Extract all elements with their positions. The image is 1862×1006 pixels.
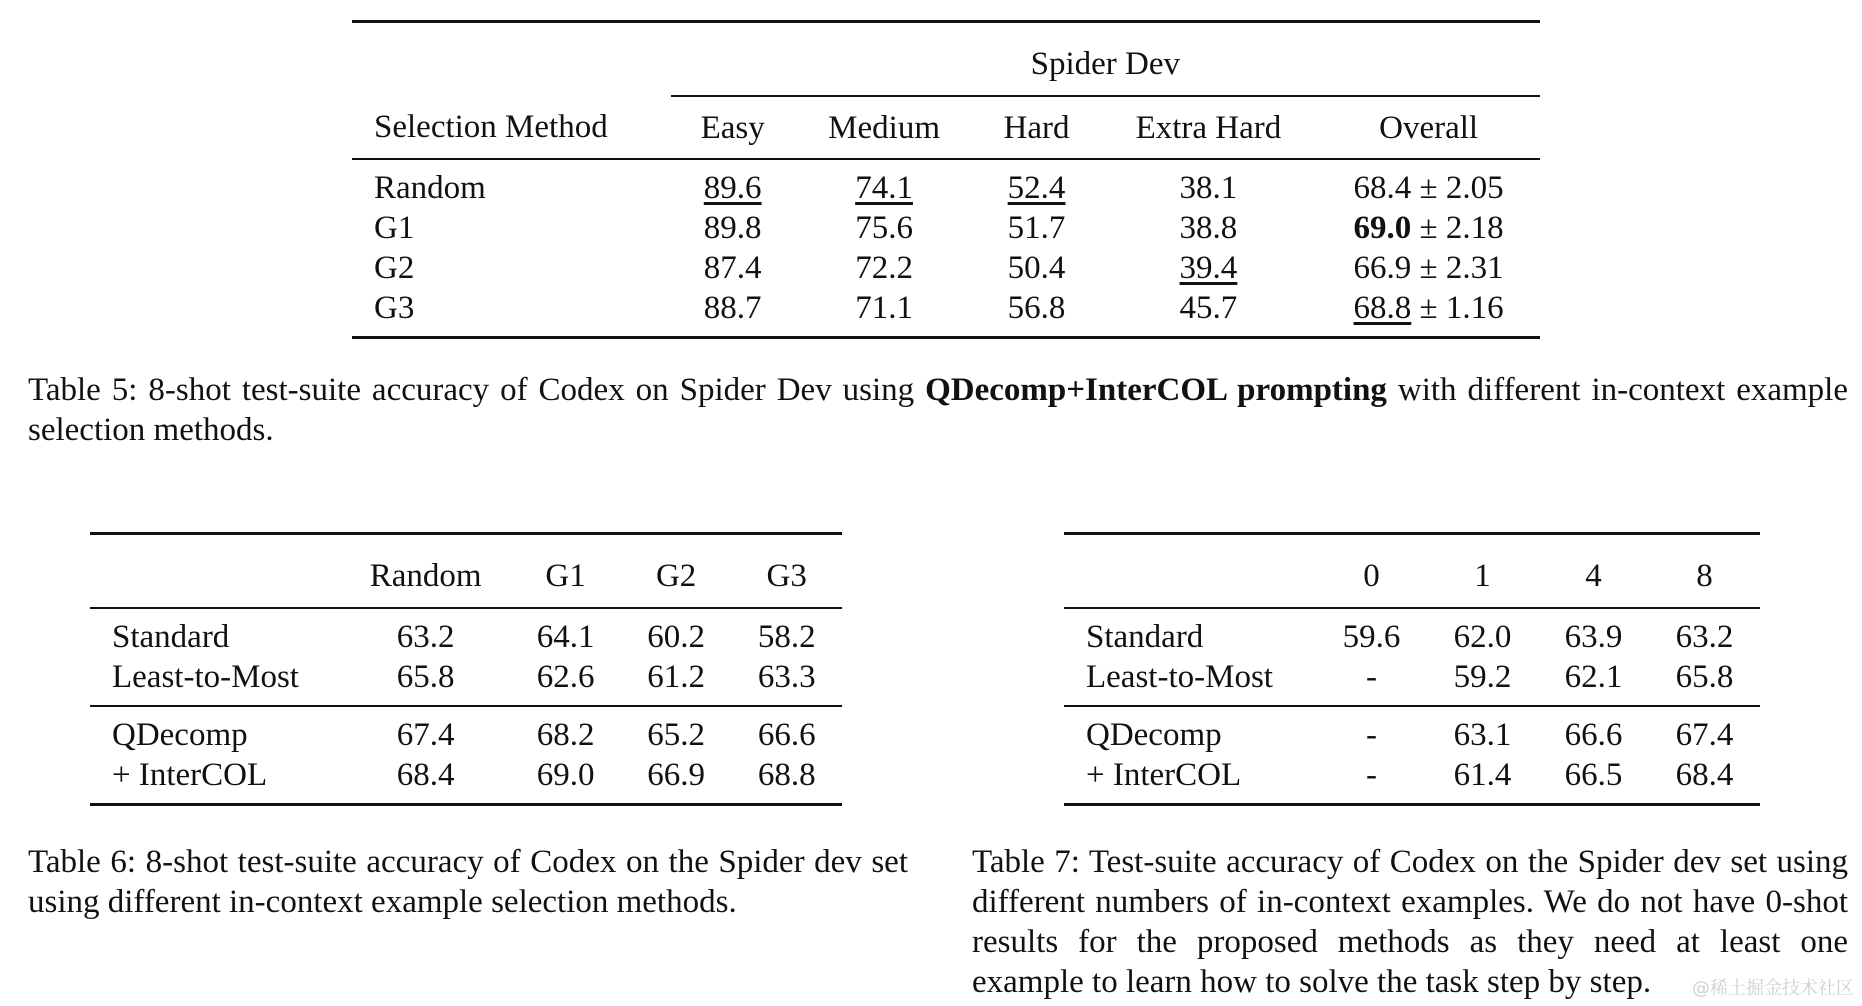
table-cell: 66.9	[647, 757, 705, 793]
table-cell: 52.4	[1007, 170, 1066, 206]
table-cell-std: ± 2.18	[1419, 210, 1504, 246]
table-cell: 89.8	[703, 210, 762, 246]
column-header: Overall	[1379, 109, 1479, 146]
table-cell: -	[1365, 659, 1377, 695]
table-cell: 63.9	[1564, 619, 1623, 655]
table-cell: 38.1	[1179, 170, 1238, 206]
table-cell: 68.2	[536, 717, 595, 753]
table-cell: 66.6	[1564, 717, 1623, 753]
column-header: Random	[369, 558, 482, 594]
table-cell: 75.6	[855, 210, 913, 246]
table-cell: 88.7	[703, 290, 762, 326]
column-header: 8	[1696, 558, 1713, 594]
table-cell: 63.1	[1453, 717, 1512, 753]
table-cell: 74.1	[855, 170, 913, 206]
table-row	[90, 657, 842, 706]
table-cell: 38.8	[1179, 210, 1238, 246]
table-cell: 68.4	[396, 757, 455, 793]
table-cell: -	[1365, 717, 1377, 753]
table-cell: 65.8	[1675, 659, 1734, 695]
table-row	[90, 608, 842, 657]
column-header: 1	[1474, 558, 1491, 594]
table-row	[1064, 706, 1760, 755]
table-cell: 89.6	[703, 170, 762, 206]
row-label: G3	[374, 290, 415, 326]
table-cell: 51.7	[1007, 210, 1066, 246]
table-cell: 62.1	[1564, 659, 1623, 695]
column-header: Medium	[828, 109, 940, 146]
table-cell: 68.4	[1353, 170, 1412, 206]
column-header: Easy	[700, 109, 765, 146]
table-cell: 61.4	[1453, 757, 1512, 793]
table-6-caption: Table 6: 8-shot test-suite accuracy of Codex on the Spider dev set using different in-context example selection methods.	[28, 844, 908, 920]
column-header	[90, 534, 341, 609]
table-cell: 60.2	[647, 619, 705, 655]
row-label: Least-to-Most	[1086, 659, 1273, 695]
table-row	[352, 248, 1540, 288]
table-cell: -	[1365, 757, 1377, 793]
table-7-caption: Table 7: Test-suite accuracy of Codex on the Spider dev set using different numbers of in-context examples. We do not have 0-shot results for the proposed methods as they need at least one example to learn how to solve the task step by step.	[972, 844, 1848, 1000]
table-6-header-row	[90, 534, 842, 609]
table-5-header-row	[352, 96, 1540, 159]
row-label: Least-to-Most	[112, 659, 299, 695]
table-cell: 65.2	[647, 717, 705, 753]
table-cell: 56.8	[1007, 290, 1066, 326]
table-cell: 87.4	[703, 250, 762, 286]
table-row	[90, 755, 842, 805]
table-cell: 50.4	[1007, 250, 1066, 286]
table-cell: 72.2	[855, 250, 913, 286]
table-cell: 63.2	[396, 619, 455, 655]
column-header: Extra Hard	[1135, 109, 1282, 146]
table-row	[1064, 608, 1760, 657]
column-header	[1064, 534, 1316, 609]
table-cell: 69.0	[1353, 210, 1412, 246]
table-cell: 62.6	[536, 659, 595, 695]
column-header: G1	[545, 558, 586, 594]
table-cell: 62.0	[1453, 619, 1512, 655]
row-label: QDecomp	[112, 717, 248, 753]
table-cell: 63.3	[757, 659, 816, 695]
table-5-caption: Table 5: 8-shot test-suite accuracy of Codex on Spider Dev using QDecomp+InterCOL prompting with different in-context example selection methods.	[28, 372, 1848, 448]
table-cell: 58.2	[757, 619, 816, 655]
table-cell: 59.2	[1453, 659, 1512, 695]
table-row	[90, 706, 842, 755]
table-cell: 45.7	[1179, 290, 1238, 326]
table-row	[352, 288, 1540, 338]
column-header: 0	[1363, 558, 1380, 594]
row-label: G1	[374, 210, 415, 246]
row-label: QDecomp	[1086, 717, 1222, 753]
table-7-header-row	[1064, 534, 1760, 609]
table-row	[352, 208, 1540, 248]
table-cell: 66.5	[1564, 757, 1623, 793]
table-row	[1064, 657, 1760, 706]
table-5-group-header: Spider Dev	[671, 22, 1540, 97]
table-6	[90, 532, 842, 806]
column-header: G3	[766, 558, 807, 594]
row-label: Random	[374, 170, 486, 206]
table-5	[352, 20, 1540, 339]
table-row	[1064, 755, 1760, 805]
row-label: Standard	[1086, 619, 1204, 655]
table-5-group-header-row	[352, 22, 1540, 97]
table-cell: 61.2	[647, 659, 705, 695]
column-header: Hard	[1003, 109, 1070, 146]
table-cell: 66.9	[1353, 250, 1412, 286]
table-cell: 68.8	[757, 757, 816, 793]
column-header: Selection Method	[374, 109, 608, 145]
table-cell: 39.4	[1179, 250, 1238, 286]
table-cell: 67.4	[1675, 717, 1734, 753]
table-cell: 66.6	[757, 717, 816, 753]
table-cell: 59.6	[1342, 619, 1401, 655]
table-cell: 65.8	[396, 659, 455, 695]
table-cell: 68.4	[1675, 757, 1734, 793]
table-cell: 64.1	[536, 619, 595, 655]
watermark: @稀土掘金技术社区	[1692, 978, 1854, 999]
table-cell: 68.8	[1353, 290, 1412, 326]
table-cell-std: ± 2.05	[1419, 170, 1504, 206]
column-header: 4	[1585, 558, 1602, 594]
table-cell-std: ± 2.31	[1419, 250, 1504, 286]
column-header: G2	[655, 558, 697, 594]
table-cell: 69.0	[536, 757, 595, 793]
table-7	[1064, 532, 1760, 806]
row-label: G2	[374, 250, 415, 286]
table-cell: 67.4	[396, 717, 455, 753]
table-cell-std: ± 1.16	[1419, 290, 1504, 326]
row-label: + InterCOL	[1086, 757, 1242, 793]
table-cell: 71.1	[855, 290, 913, 326]
row-label: + InterCOL	[112, 757, 268, 793]
table-cell: 63.2	[1675, 619, 1734, 655]
table-row	[352, 159, 1540, 208]
row-label: Standard	[112, 619, 230, 655]
